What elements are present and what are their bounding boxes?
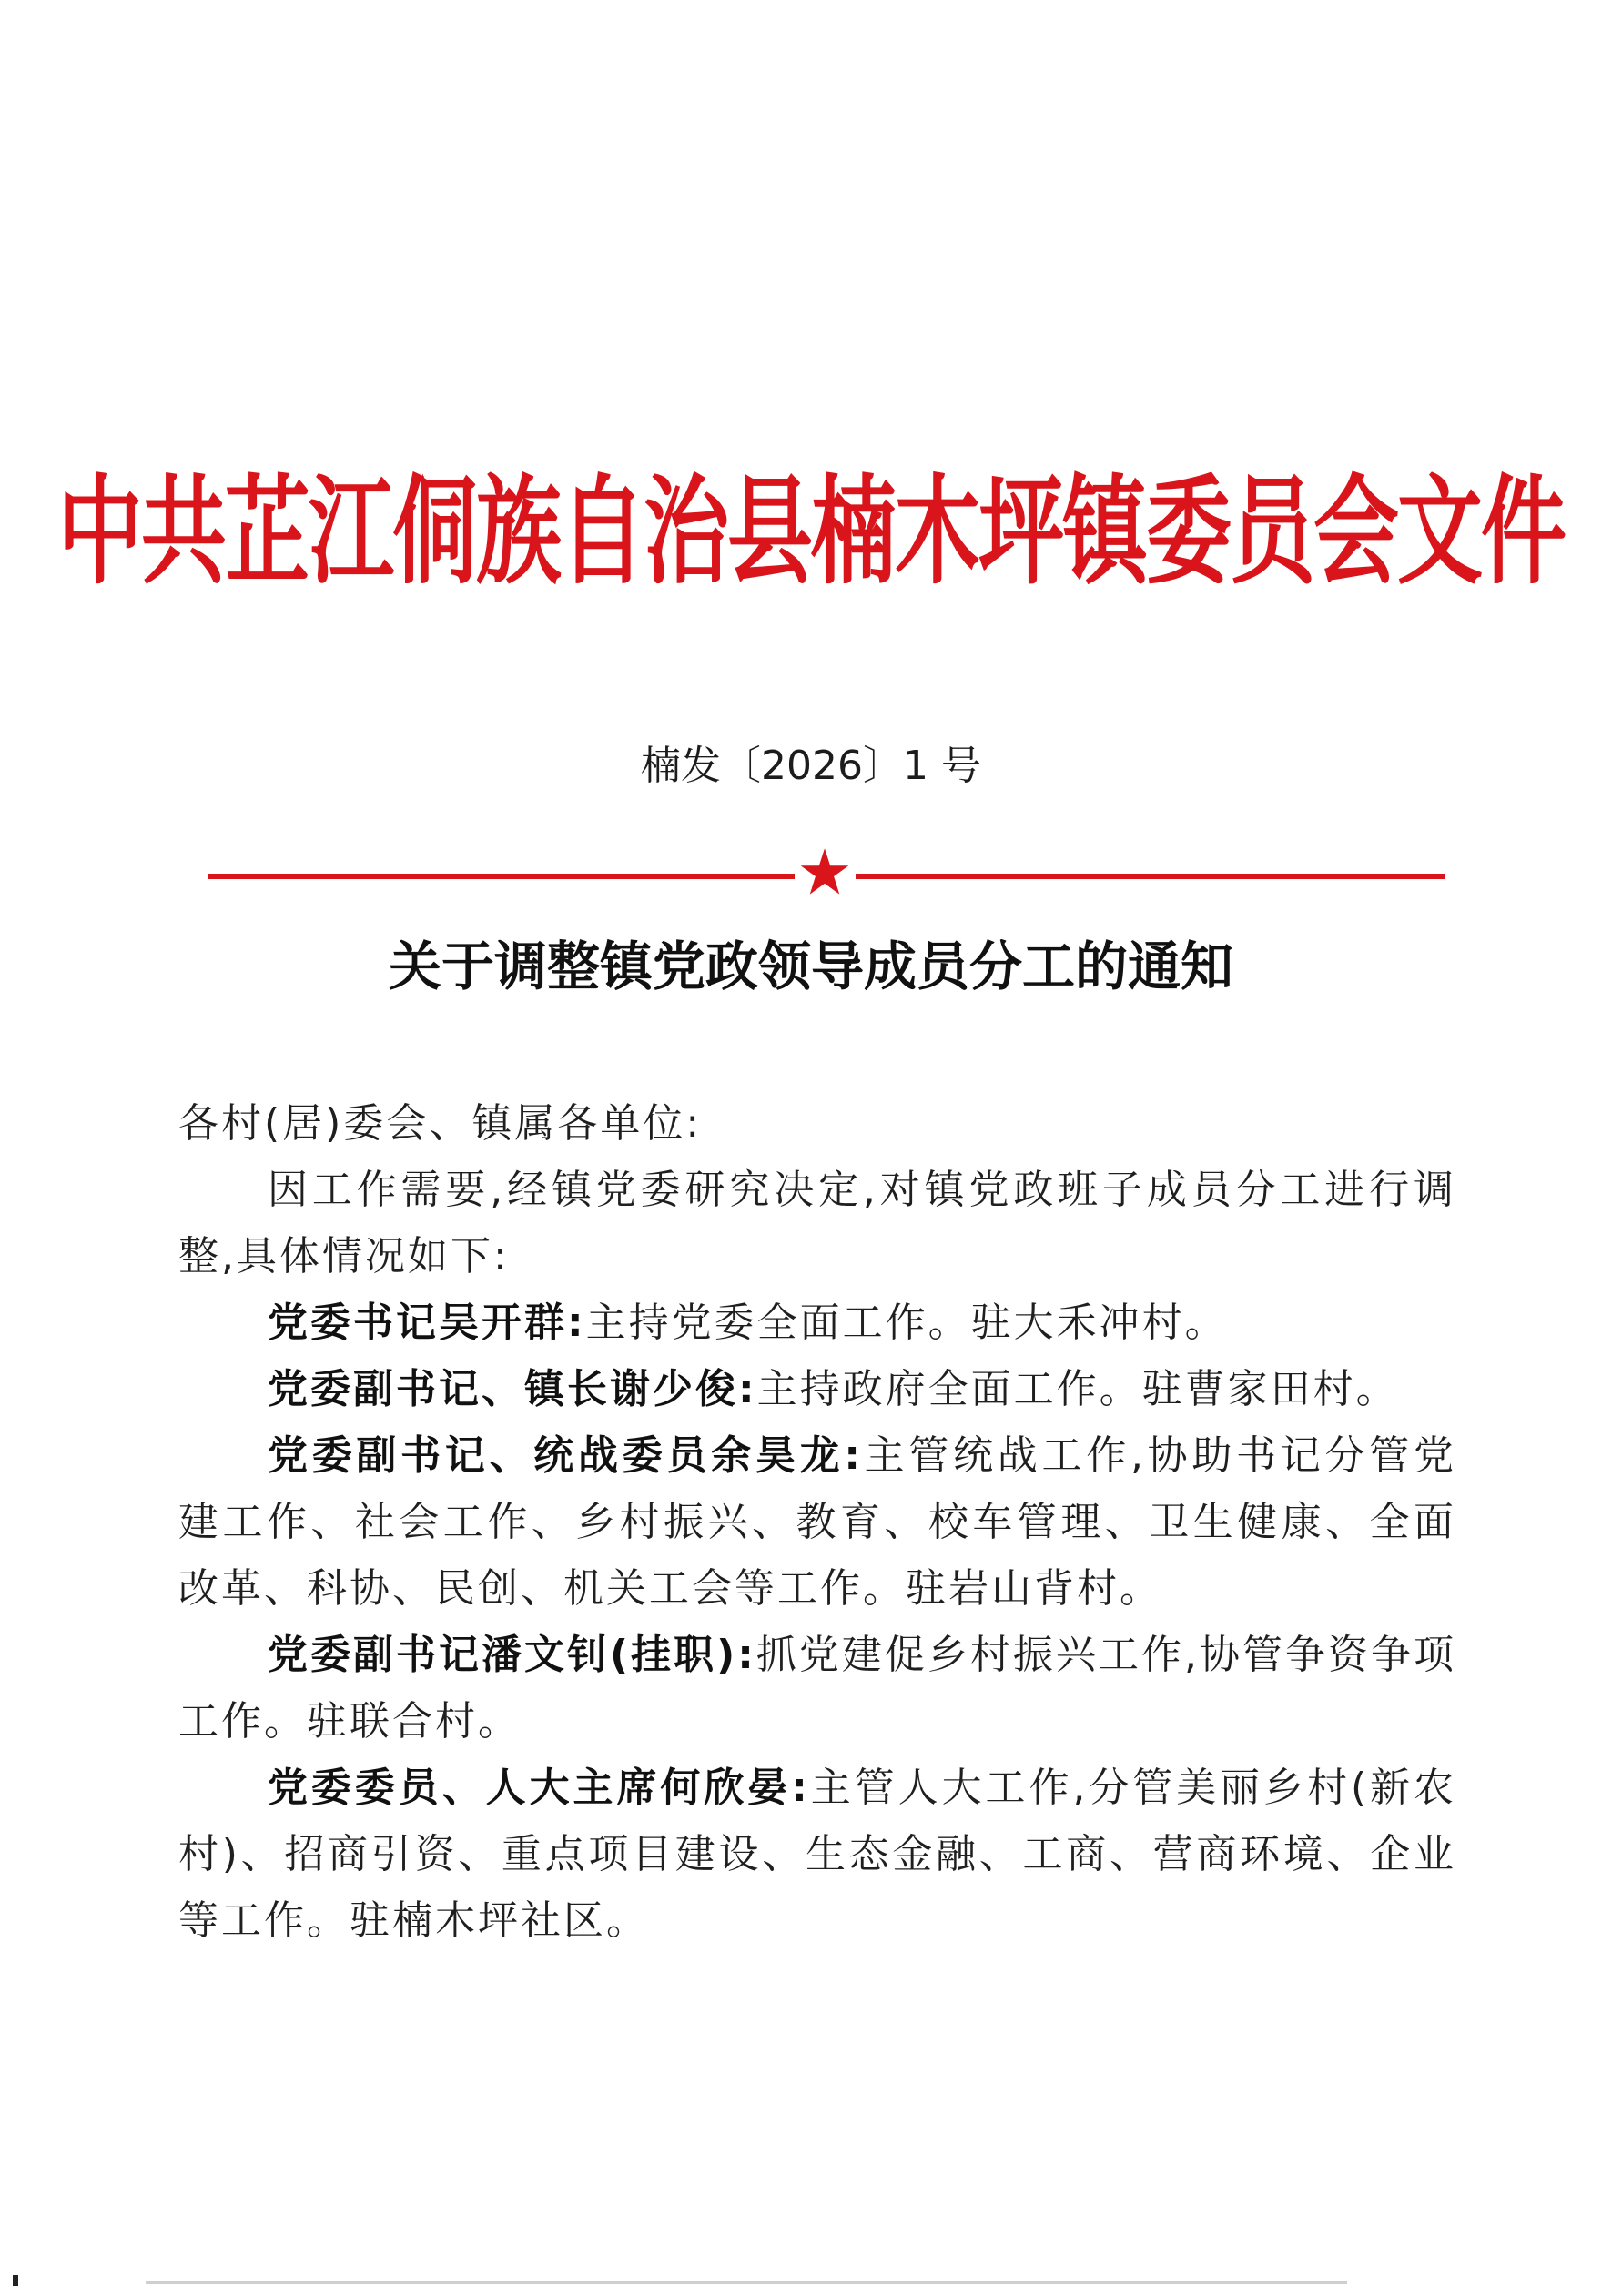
assignment-role: 党委委员、人大主席何欣晏: — [268, 1765, 810, 1811]
assignment-duties: 主管统战工作,协助书记分管党建工作、社会工作、乡村振兴、教育、校车管理、卫生健康、全面改革、科协、民创、机关工会等工作。驻岩山背村。 — [178, 1432, 1456, 1612]
assignment-duties: 主持党委全面工作。驻大禾冲村。 — [585, 1300, 1228, 1346]
assignment-role: 党委书记吴开群: — [268, 1300, 586, 1346]
assignment-duties: 主持政府全面工作。驻曹家田村。 — [756, 1366, 1399, 1412]
document-number: 楠发〔2026〕1 号 — [641, 743, 981, 789]
assignment-role: 党委副书记潘文钊(挂职): — [268, 1632, 756, 1678]
page-bottom-edge — [146, 2281, 1347, 2284]
assignment-duties: 主管人大工作,分管美丽乡村(新农村)、招商引资、重点项目建设、生态金融、工商、营商环境、企业等工作。驻楠木坪社区。 — [178, 1765, 1456, 1944]
notice-body — [178, 1090, 1456, 1954]
red-divider-right — [856, 874, 1445, 879]
assignment-paragraph — [178, 1622, 1456, 1755]
scan-corner-mark — [13, 2275, 18, 2286]
assignment-role: 党委副书记、统战委员余昊龙: — [268, 1432, 863, 1479]
star-icon — [799, 846, 850, 897]
assignment-paragraph — [178, 1290, 1456, 1356]
notice-title: 关于调整镇党政领导成员分工的通知 — [388, 936, 1233, 997]
assignment-role: 党委副书记、镇长谢少俊: — [268, 1366, 757, 1412]
assignment-paragraph — [178, 1422, 1456, 1622]
document-header-title: 中共芷江侗族自治县楠木坪镇委员会文件 — [56, 462, 1565, 602]
assignment-duties: 抓党建促乡村振兴工作,协管争资争项工作。驻联合村。 — [178, 1632, 1456, 1745]
assignment-paragraph — [178, 1356, 1456, 1422]
assignment-paragraph — [178, 1755, 1456, 1954]
salutation: 各村(居)委会、镇属各单位: — [178, 1100, 703, 1147]
red-divider-left — [208, 874, 795, 879]
intro-paragraph: 因工作需要,经镇党委研究决定,对镇党政班子成员分工进行调整,具体情况如下: — [178, 1167, 1456, 1279]
